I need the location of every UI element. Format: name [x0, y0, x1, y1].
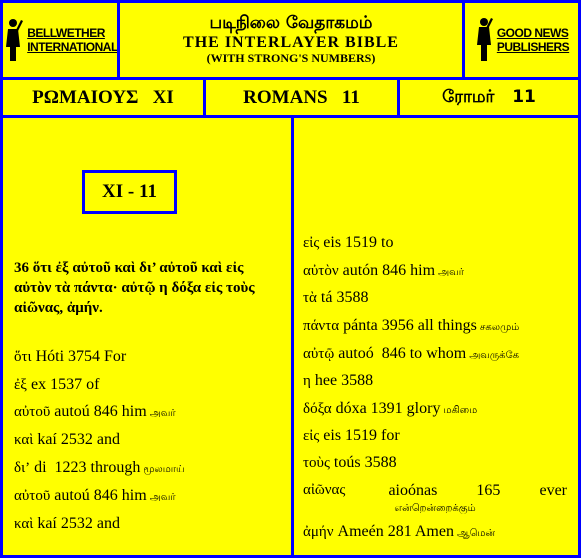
tamil-gloss: என்றென்றைக்கும் [394, 503, 476, 514]
greek-word: ἐξ [14, 377, 27, 393]
greek-word: δόξα [303, 401, 332, 417]
english-header [203, 77, 400, 118]
right-logo-box [462, 0, 581, 80]
tamil-gloss: அவர் [149, 492, 176, 503]
greek-word: ὅτι [14, 349, 32, 365]
english-title: THE INTERLAYER BIBLE [183, 33, 399, 51]
tamil-gloss: அவர் [149, 408, 176, 419]
translit: eis 1519 for [323, 427, 400, 444]
right-word-row [303, 317, 519, 335]
tamil-gloss: ஆமென் [456, 528, 496, 539]
greek-word: αὐτὸν [303, 263, 339, 279]
tamil-gloss: சகலமும் [479, 322, 520, 333]
greek-header-text: ΡΩΜΑΙΟΥΣ XI [32, 86, 174, 108]
bellwether-figure-icon [2, 17, 24, 63]
left-word-row [14, 376, 99, 394]
translit: kaí 2532 and [37, 515, 120, 532]
tamil-gloss: அவர் [438, 267, 464, 278]
greek-word: τοὺς [303, 455, 330, 471]
left-word-row [14, 348, 126, 366]
english-header-text: ROMANS 11 [243, 86, 360, 108]
translit: hee 3588 [314, 372, 374, 389]
translit: eis 1519 to [323, 234, 394, 251]
title-box [117, 0, 465, 80]
translit-part: 165 [476, 482, 501, 499]
translit-part: aioónas [388, 482, 438, 499]
left-logo-text [27, 26, 118, 54]
greek-word: εἰς [303, 428, 320, 444]
translit: Hóti 3754 For [35, 348, 127, 365]
right-word-row [303, 289, 368, 307]
greek-word: αἰῶνας [303, 482, 346, 498]
translit: kaí 2532 and [37, 431, 120, 448]
left-word-row [14, 403, 176, 421]
greek-word: δι’ [14, 460, 31, 476]
translit-part: ever [539, 482, 567, 499]
right-word-row [303, 523, 495, 541]
right-word-row [303, 482, 567, 516]
left-word-row [14, 459, 185, 477]
tamil-header-text: ரோமர் 11 [442, 86, 536, 107]
greek-word: αὐτῷ [303, 346, 335, 362]
left-word-row [14, 487, 176, 505]
tamil-gloss: அவருக்கே [469, 350, 520, 361]
translit: dóxa 1391 glory [335, 400, 441, 417]
right-logo-text [497, 26, 569, 54]
left-word-row [14, 515, 120, 533]
translit: di 1223 through [34, 459, 141, 476]
greek-word: εἰς [303, 235, 320, 251]
tamil-header [397, 77, 581, 118]
left-logo-line2: INTERNATIONAL [27, 40, 118, 54]
left-word-row [14, 431, 120, 449]
translit: Ameén 281 Amen [337, 523, 454, 540]
tamil-gloss: மகிமை [443, 405, 478, 416]
translit: toús 3588 [333, 454, 397, 471]
translit: autoú 846 him [54, 487, 147, 504]
translit: ex 1537 of [31, 376, 100, 393]
left-logo-box [0, 0, 120, 80]
right-word-row [303, 262, 464, 280]
greek-word: η [303, 373, 311, 389]
verse-text: 36 ὅτι ἐξ αὐτοῦ καὶ δι’ αὐτοῦ καὶ εἰς αὐτὸν τὰ πάντα· αὐτῷ η δόξα εἰς τοὺς αἰῶνας, ἀμήν. [14, 260, 255, 316]
greek-word: καὶ [14, 432, 34, 448]
sub-title: (WITH STRONG'S NUMBERS) [206, 51, 376, 66]
greek-word: τὰ [303, 290, 317, 306]
greek-word: αὐτοῦ [14, 488, 51, 504]
right-logo-line1: GOOD NEWS [496, 26, 569, 40]
tamil-title: படிநிலை வேதாகமம் [209, 13, 373, 34]
translit: autón 846 him [342, 262, 436, 279]
good-news-figure-icon [474, 17, 494, 63]
greek-word: καὶ [14, 516, 34, 532]
translit: tá 3588 [320, 289, 369, 306]
left-logo-line1: BELLWETHER [27, 26, 105, 40]
right-word-row [303, 400, 477, 418]
right-word-row [303, 427, 400, 445]
greek-header [0, 77, 206, 118]
greek-word: αὐτοῦ [14, 404, 51, 420]
translit: autoó 846 to whom [338, 345, 467, 362]
right-logo-line2: PUBLISHERS [496, 40, 570, 54]
tamil-gloss: மூலமாய் [143, 464, 185, 475]
right-word-row [303, 454, 397, 472]
greek-word: πάντα [303, 318, 340, 334]
translit: pánta 3956 all things [343, 317, 477, 334]
greek-word: ἀμήν [303, 524, 334, 540]
translit: autoú 846 him [54, 403, 147, 420]
right-word-row [303, 372, 373, 390]
right-word-row [303, 234, 394, 252]
chapter-label: XI - 11 [82, 170, 177, 214]
right-word-row [303, 345, 519, 363]
